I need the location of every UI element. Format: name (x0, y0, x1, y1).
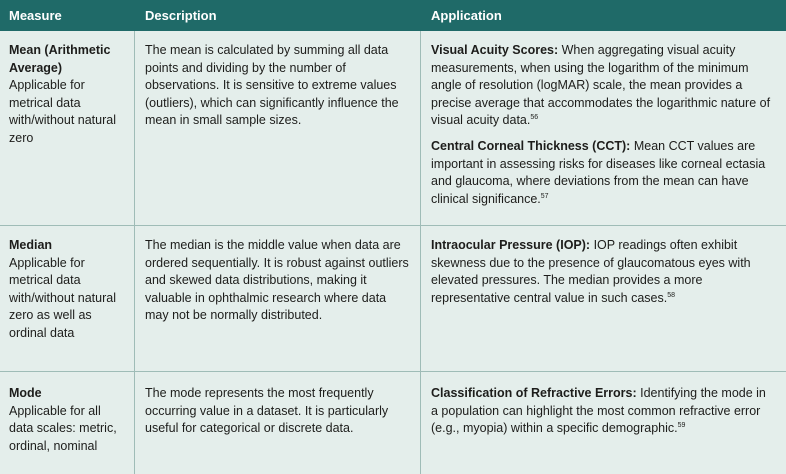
table-header (0, 0, 786, 31)
measure-cell (9, 42, 121, 148)
measure-scale: Applicable for metrical data with/without natural zero (9, 78, 117, 145)
header-measure: Measure (9, 8, 62, 23)
reference-number: 57 (540, 192, 549, 200)
application-text: When aggregating visual acuity measurements, when using the logarithm of the minimum angle of resolution (logMAR) scale, the mean provides a precise average that accommodates the logarithmic nature of visual acuity data. (431, 43, 771, 128)
application-text: IOP readings often exhibit skewness due to the presence of glaucomatous eyes with elevated pressures. The median provides a more representative central value in such cases. (431, 238, 751, 305)
column-divider (420, 31, 421, 474)
description-cell: The mean is calculated by summing all data points and dividing by the number of observations. It is sensitive to extreme values (outliers), which can significantly influence the mean in small sample sizes. (145, 43, 399, 128)
application-text: Mean CCT values are important in assessing risks for diseases like corneal ectasia and glaucoma, where deviations from the mean can have clinical significance. (431, 138, 766, 206)
application-item (431, 237, 776, 307)
measure-scale: Applicable for metrical data with/without natural zero as well as ordinal data (9, 255, 117, 340)
measure-title: Mean (Arithmetic Average) (9, 43, 111, 75)
application-title: Classification of Refractive Errors: (431, 386, 637, 400)
application-cell (431, 385, 776, 438)
column-divider (134, 31, 135, 474)
application-cell (431, 42, 776, 208)
table-row-median (0, 226, 786, 371)
description-cell: The median is the middle value when data are ordered sequentially. It is robust against outliers and skewed data distributions, making it valuable in ophthalmic research where data may not be normally distributed. (145, 238, 409, 323)
application-text: Identifying the mode in a population can highlight the most common refractive error (e.g., myopia) within a specific demographic. (431, 386, 766, 436)
application-title: Central Corneal Thickness (CCT): (431, 138, 631, 153)
application-cell (431, 237, 776, 307)
application-item (431, 138, 776, 208)
measure-scale: Applicable for all data scales: metric, ordinal, nominal (9, 403, 117, 453)
application-item (431, 42, 776, 130)
application-title: Visual Acuity Scores: (431, 43, 559, 57)
measure-title: Median (9, 238, 53, 252)
measure-title: Mode (9, 386, 42, 400)
header-application: Application (431, 8, 502, 23)
reference-number: 56 (530, 114, 539, 122)
application-item (431, 385, 776, 438)
reference-number: 58 (667, 291, 676, 299)
measure-cell (9, 237, 121, 343)
reference-number: 59 (677, 422, 686, 430)
description-cell: The mode represents the most frequently occurring value in a dataset. It is particularly useful for categorical or discrete data. (145, 386, 389, 436)
header-description: Description (145, 8, 217, 23)
table-row-mean (0, 31, 786, 225)
application-title: Intraocular Pressure (IOP): (431, 238, 591, 252)
table-row-mode (0, 372, 786, 474)
measure-cell (9, 385, 121, 455)
